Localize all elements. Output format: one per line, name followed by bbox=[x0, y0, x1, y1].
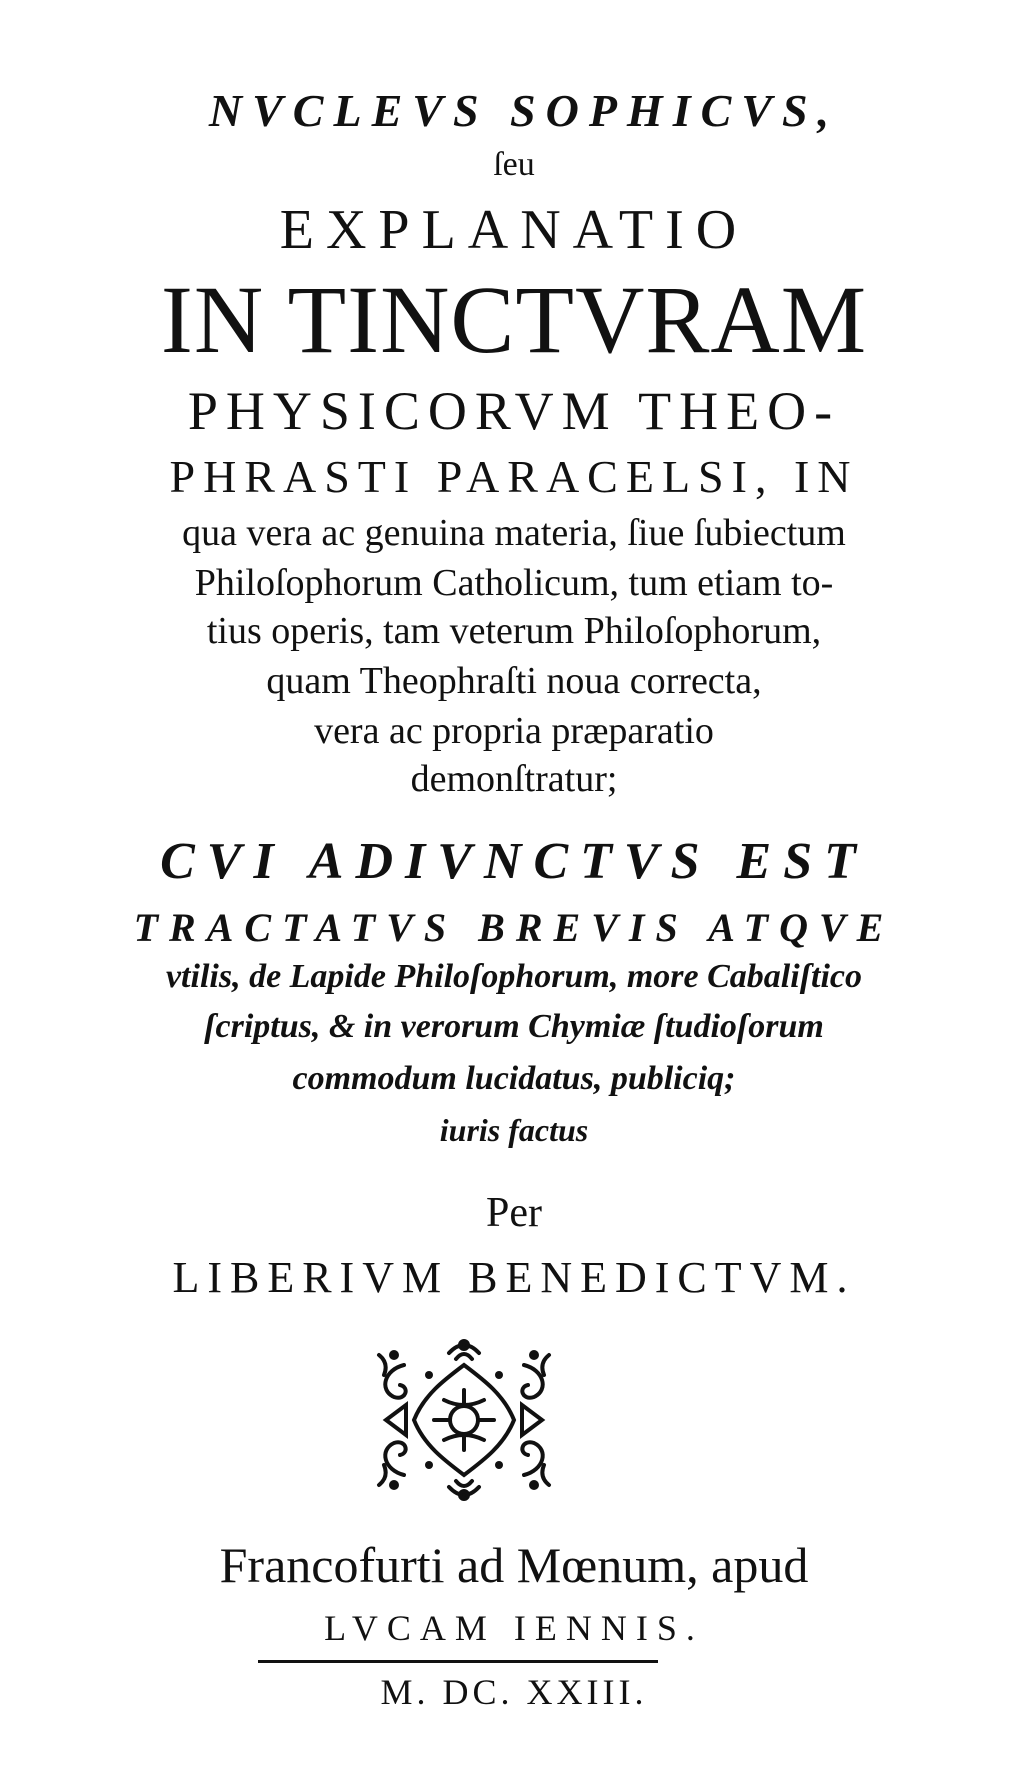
imprint-year: M. DC. XXIII. bbox=[380, 1672, 648, 1712]
imprint-printer: LVCAM IENNIS. bbox=[324, 1608, 704, 1648]
appendix-line-5: commodum lucidatus, publiciq; bbox=[292, 1060, 736, 1097]
book-title-nucleus: NVCLEVS SOPHICVS, bbox=[208, 85, 840, 136]
description-line-6: demonſtratur; bbox=[410, 758, 618, 800]
title-explanatio: EXPLANATIO bbox=[279, 199, 749, 261]
description-line-2: Philoſophorum Catholicum, tum etiam to- bbox=[194, 562, 834, 604]
description-line-1: qua vera ac genuina materia, ſiue ſubiectum bbox=[182, 512, 846, 554]
description-line-3: tius operis, tam veterum Philoſophorum, bbox=[206, 610, 822, 652]
appendix-line-3: vtilis, de Lapide Philoſophorum, more Cabaliſtico bbox=[165, 958, 863, 995]
description-line-4: quam Theophraſti noua correcta, bbox=[266, 660, 762, 702]
title-conjunction: ſeu bbox=[493, 146, 535, 183]
appendix-heading: CVI ADIVNCTVS EST bbox=[160, 833, 868, 890]
description-line-5: vera ac propria præparatio bbox=[314, 710, 714, 752]
appendix-tractatus: TRACTATVS BREVIS ATQVE bbox=[133, 905, 895, 950]
appendix-line-6: iuris factus bbox=[439, 1112, 589, 1148]
author-name: LIBERIVM BENEDICTVM. bbox=[172, 1253, 856, 1302]
imprint-place: Francofurti ad Mœnum, apud bbox=[219, 1537, 809, 1593]
floral-printers-ornament-icon bbox=[364, 1335, 564, 1505]
author-per: Per bbox=[486, 1190, 542, 1236]
title-in-tincturam: IN TINCTVRAM bbox=[160, 266, 868, 373]
title-paracelsi: PHRASTI PARACELSI, IN bbox=[169, 451, 859, 502]
title-physicorum: PHYSICORVM THEO- bbox=[187, 381, 841, 441]
imprint-divider bbox=[258, 1660, 658, 1663]
appendix-line-4: ſcriptus, & in verorum Chymiæ ſtudioſorum bbox=[204, 1008, 824, 1045]
